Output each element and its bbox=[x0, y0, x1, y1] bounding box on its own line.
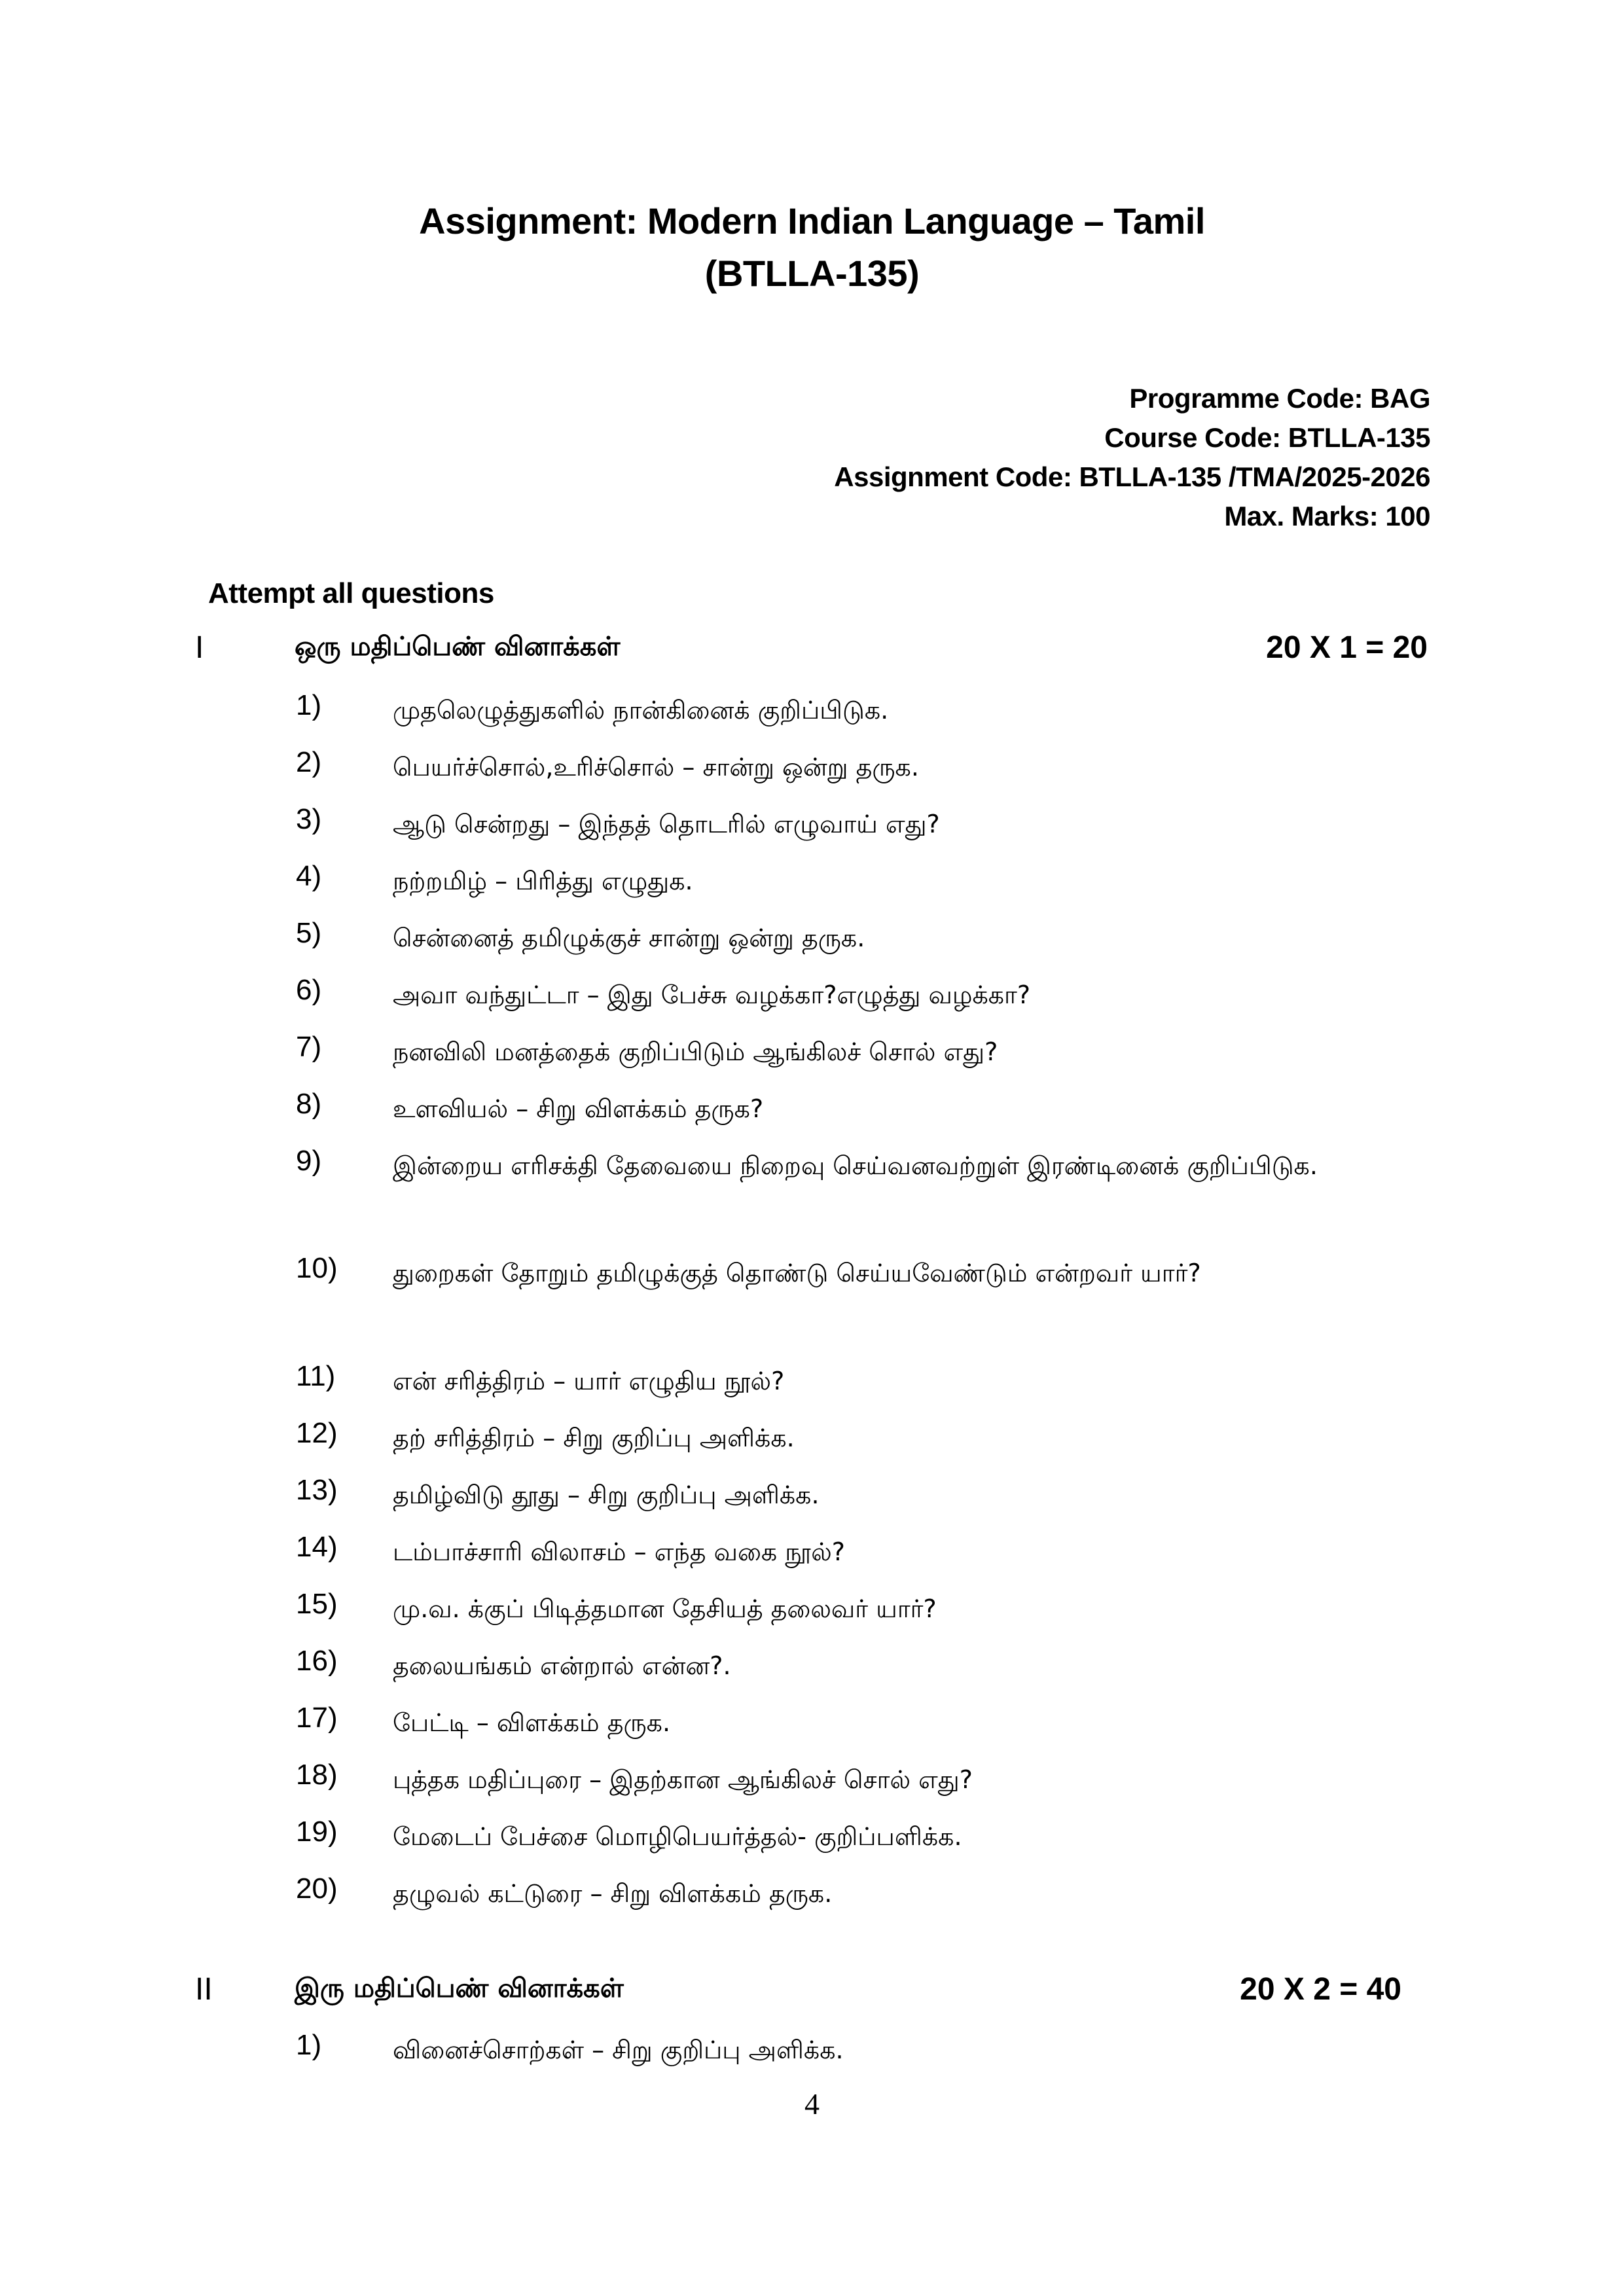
question-text: தழுவல் கட்டுரை – சிறு விளக்கம் தருக. bbox=[393, 1879, 833, 1908]
question-text: தலையங்கம் என்றால் என்ன?. bbox=[393, 1651, 731, 1680]
question-text: துறைகள் தோறும் தமிழுக்குத் தொண்டு செய்யவேண்டும் என்றவர் யார்? bbox=[393, 1259, 1201, 1287]
section-heading: இரு மதிப்பெண் வினாக்கள் bbox=[295, 1973, 624, 2003]
question-number: 3) bbox=[296, 803, 322, 835]
section-heading: ஒரு மதிப்பெண் வினாக்கள் bbox=[295, 632, 621, 662]
question-number: 20) bbox=[296, 1873, 338, 1905]
question-number: 13) bbox=[296, 1474, 338, 1506]
question-number: 10) bbox=[296, 1252, 338, 1284]
question-text: மு.வ. க்குப் பிடித்தமான தேசியத் தலைவர் யார்? bbox=[393, 1594, 937, 1623]
question-number: 16) bbox=[296, 1645, 338, 1677]
question-text: அவா வந்துட்டா – இது பேச்சு வழக்கா?எழுத்து வழக்கா? bbox=[393, 980, 1031, 1009]
question-number: 9) bbox=[296, 1145, 322, 1177]
question-number: 14) bbox=[296, 1531, 338, 1563]
question-number: 2) bbox=[296, 746, 322, 778]
question-text: முதலெழுத்துகளில் நான்கினைக் குறிப்பிடுக. bbox=[393, 696, 889, 725]
question-number: 15) bbox=[296, 1588, 338, 1620]
question-number: 6) bbox=[296, 974, 322, 1006]
section-marks: 20 X 1 = 20 bbox=[1266, 630, 1428, 665]
question-number: 11) bbox=[296, 1360, 336, 1392]
question-number: 12) bbox=[296, 1417, 338, 1449]
question-text: தற் சரித்திரம் – சிறு குறிப்பு அளிக்க. bbox=[393, 1424, 795, 1452]
question-text: நற்றமிழ் – பிரித்து எழுதுக. bbox=[393, 867, 693, 895]
question-text: இன்றைய எரிசக்தி தேவையை நிறைவு செய்வனவற்றுள் இரண்டினைக் குறிப்பிடுக. bbox=[393, 1151, 1318, 1180]
assignment-code: Assignment Code: BTLLA-135 /TMA/2025-2026 bbox=[834, 461, 1430, 492]
question-text: சென்னைத் தமிழுக்குச் சான்று ஒன்று தருக. bbox=[393, 924, 865, 952]
question-text: புத்தக மதிப்புரை – இதற்கான ஆங்கிலச் சொல் எது? bbox=[393, 1765, 973, 1794]
question-text: நனவிலி மனத்தைக் குறிப்பிடும் ஆங்கிலச் சொல் எது? bbox=[393, 1037, 998, 1066]
question-number: 8) bbox=[296, 1088, 322, 1120]
question-number: 18) bbox=[296, 1759, 338, 1791]
programme-code: Programme Code: BAG bbox=[1129, 383, 1430, 414]
question-number: 4) bbox=[296, 860, 322, 892]
question-text: வினைச்சொற்கள் – சிறு குறிப்பு அளிக்க. bbox=[393, 2036, 844, 2064]
document-title-line1: Assignment: Modern Indian Language – Tamil bbox=[419, 200, 1205, 242]
question-text: பேட்டி – விளக்கம் தருக. bbox=[393, 1708, 671, 1737]
question-text: பெயர்ச்சொல்,உரிச்சொல் – சான்று ஒன்று தருக. bbox=[393, 753, 919, 781]
section-marks: 20 X 2 = 40 bbox=[1240, 1972, 1401, 2007]
question-text: தமிழ்விடு தூது – சிறு குறிப்பு அளிக்க. bbox=[393, 1480, 820, 1509]
course-code: Course Code: BTLLA-135 bbox=[1104, 422, 1430, 453]
question-text: டம்பாச்சாரி விலாசம் – எந்த வகை நூல்? bbox=[393, 1537, 845, 1566]
section-numeral: I bbox=[195, 630, 204, 665]
instructions: Attempt all questions bbox=[208, 577, 494, 609]
question-number: 17) bbox=[296, 1702, 338, 1734]
section-numeral: II bbox=[195, 1972, 213, 2007]
max-marks: Max. Marks: 100 bbox=[1224, 501, 1430, 531]
document-title-course-code: (BTLLA-135) bbox=[704, 253, 920, 294]
question-number: 1) bbox=[296, 689, 322, 721]
question-text: என் சரித்திரம் – யார் எழுதிய நூல்? bbox=[393, 1367, 785, 1395]
question-text: ஆடு சென்றது – இந்தத் தொடரில் எழுவாய் எது? bbox=[393, 810, 940, 838]
question-text: மேடைப் பேச்சை மொழிபெயர்த்தல்- குறிப்பளிக்க. bbox=[393, 1822, 962, 1851]
question-number: 1) bbox=[296, 2029, 322, 2061]
question-number: 5) bbox=[296, 917, 322, 949]
question-text: உளவியல் – சிறு விளக்கம் தருக? bbox=[393, 1094, 764, 1123]
page-number: 4 bbox=[804, 2087, 820, 2121]
question-number: 19) bbox=[296, 1816, 338, 1848]
question-number: 7) bbox=[296, 1031, 322, 1063]
